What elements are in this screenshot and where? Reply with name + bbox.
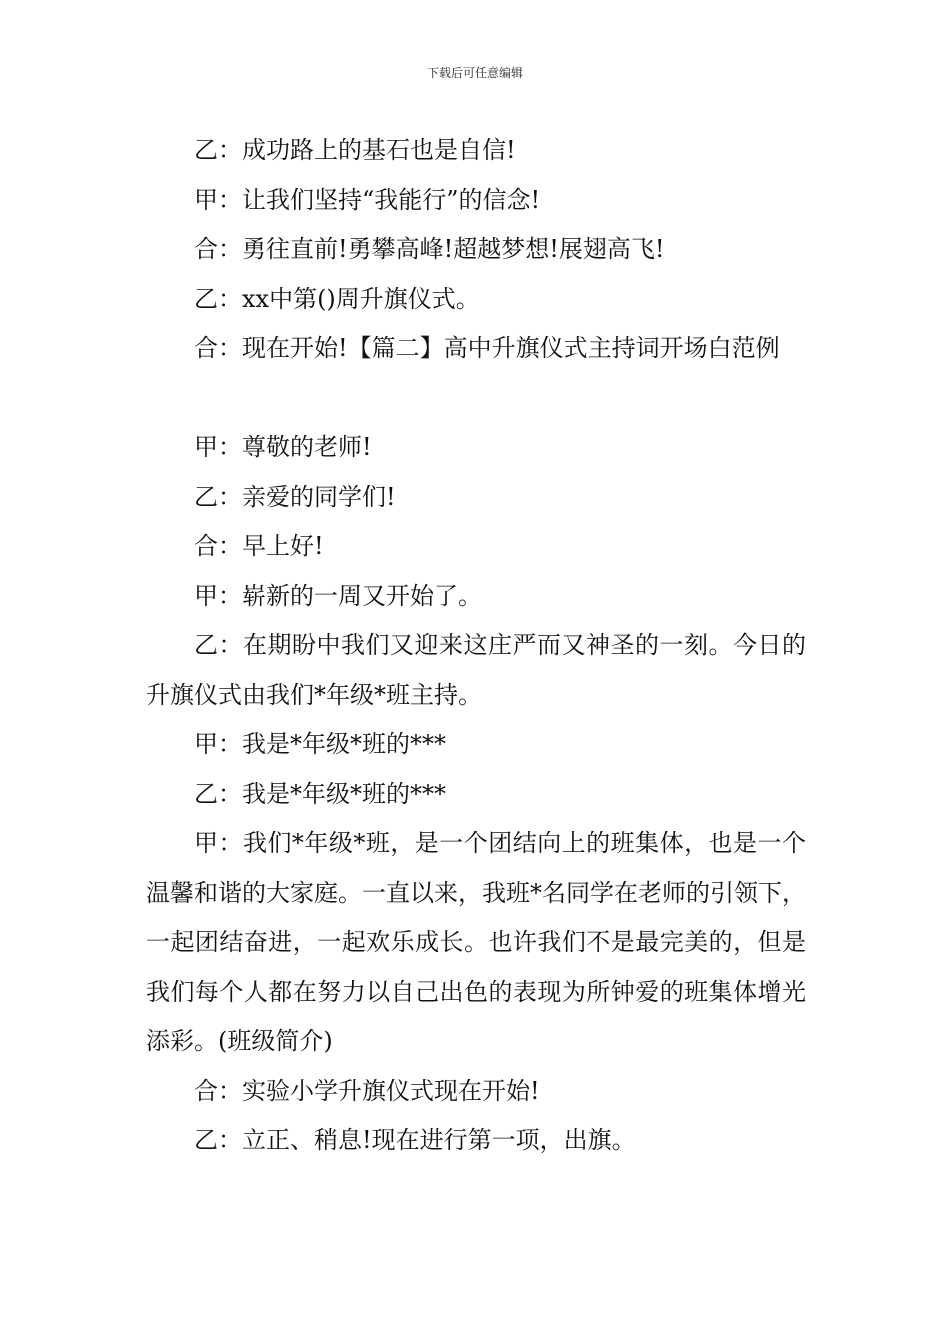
- paragraph: 乙：在期盼中我们又迎来这庄严而又神圣的一刻。今日的升旗仪式由我们*年级*班主持。: [146, 631, 806, 709]
- paragraph: 甲：我们*年级*班，是一个团结向上的班集体，也是一个温馨和谐的大家庭。一直以来，我班*名同学在老师的引领下，一起团结奋进，一起欢乐成长。也许我们不是最完美的，但是我们每个人都在努力以自己出色的表现为所钟爱的班集体增光添彩。(班级简介): [146, 829, 806, 1055]
- page-header: 下载后可任意编辑: [426, 66, 523, 80]
- blank-line: [146, 374, 806, 424]
- paragraph: 甲：让我们坚持“我能行”的信念!: [194, 185, 541, 214]
- paragraph: 甲：我是*年级*班的***: [194, 730, 446, 758]
- paragraph: 乙：xx中第()周升旗仪式。: [194, 284, 480, 313]
- paragraph: 乙：亲爱的同学们!: [194, 482, 396, 511]
- paragraph: 合：早上好!: [194, 532, 324, 560]
- paragraph: 乙：我是*年级*班的***: [194, 779, 446, 808]
- paragraph: 合：勇往直前!勇攀高峰!超越梦想!展翅高飞!: [194, 235, 665, 263]
- document-body: [146, 126, 806, 1166]
- paragraph: 合：现在开始!【篇二】高中升旗仪式主持词开场白范例: [194, 334, 780, 362]
- paragraph: 甲：崭新的一周又开始了。: [194, 581, 482, 610]
- paragraph: 合：实验小学升旗仪式现在开始!: [194, 1076, 540, 1105]
- paragraph: 乙：成功路上的基石也是自信!: [194, 136, 516, 164]
- paragraph: 甲：尊敬的老师!: [194, 433, 372, 461]
- paragraph: 乙：立正、稍息!现在进行第一项，出旗。: [194, 1126, 636, 1154]
